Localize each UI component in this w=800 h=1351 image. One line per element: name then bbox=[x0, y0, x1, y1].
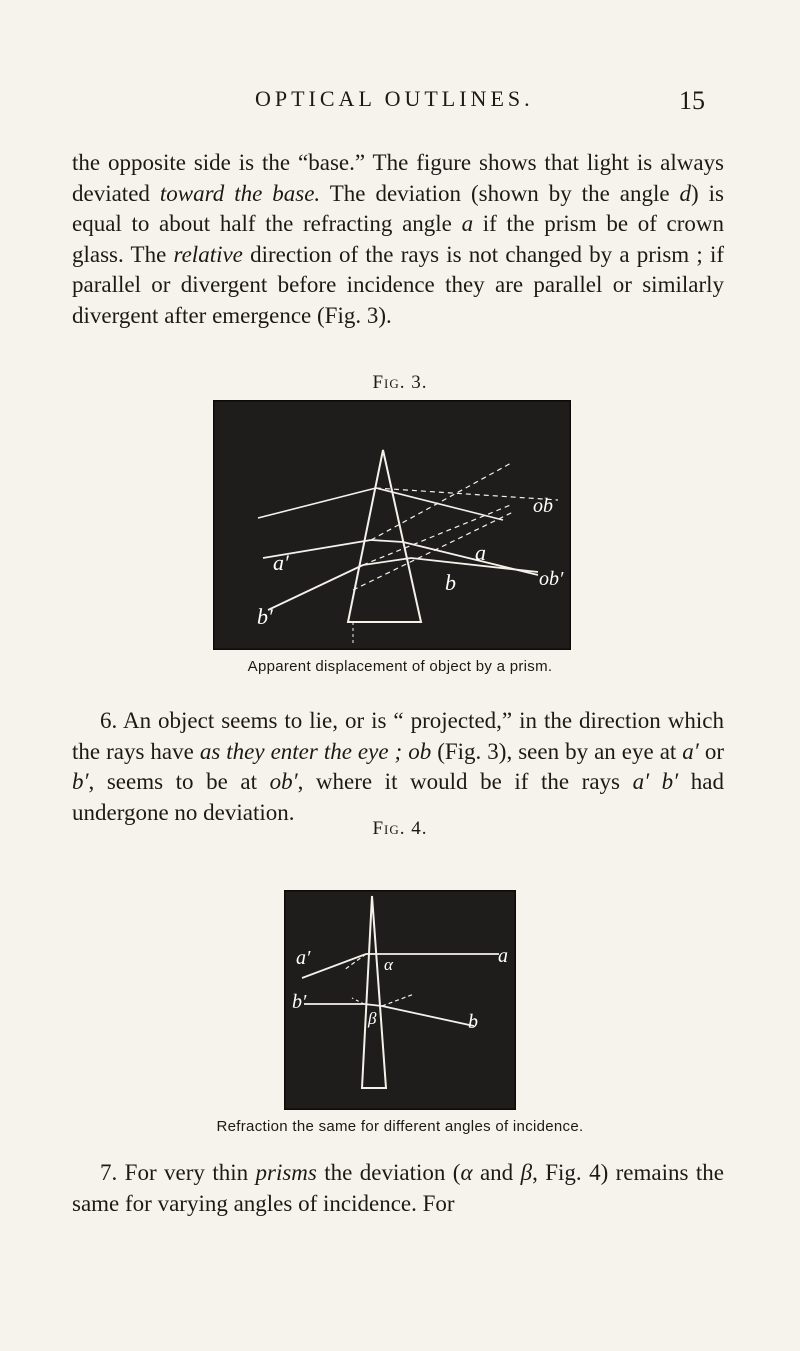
text-run: or bbox=[698, 738, 724, 764]
text-run: , Fig. 4) remains the same for varying angles of incidence. For bbox=[72, 1160, 724, 1216]
page-number: 15 bbox=[679, 86, 705, 115]
text-run: ) is equal to about half the refracting angle bbox=[72, 180, 725, 236]
figure-3-caption: Apparent displacement of object by a prism. bbox=[247, 658, 553, 675]
emphasis: toward the base. bbox=[159, 180, 321, 206]
label-ob-prime: ob′ bbox=[539, 568, 564, 590]
label-a: a bbox=[475, 540, 486, 565]
text-run: , where it would be if the rays bbox=[297, 769, 633, 794]
text-run: if the prism be of crown glass. The bbox=[72, 211, 725, 267]
emphasis: a′ bbox=[682, 738, 699, 764]
text-run: the opposite side is the “base.” The figure shows that light is always deviated bbox=[72, 150, 724, 206]
text-run: 7. For very thin bbox=[100, 1160, 256, 1185]
emphasis: b′ bbox=[72, 769, 89, 794]
text-run: and bbox=[472, 1160, 521, 1185]
emphasis: α bbox=[460, 1160, 473, 1185]
emphasis: a′ b′ bbox=[632, 769, 679, 794]
engraving-background bbox=[284, 890, 516, 1110]
label-b-prime: b′ bbox=[257, 604, 273, 629]
figure-4-label: Fig. 4. bbox=[372, 818, 428, 839]
label-a-prime: a′ bbox=[296, 947, 311, 969]
text-run: 6. An object seems to lie, or is “ projected,” in the direction which the rays have bbox=[72, 708, 724, 764]
figure-4-svg bbox=[284, 890, 516, 1110]
emphasis: as they enter the eye ; ob bbox=[199, 738, 432, 764]
paragraph-7 bbox=[72, 1158, 724, 1219]
label-beta: β bbox=[368, 1009, 377, 1028]
paragraph-6 bbox=[72, 706, 724, 828]
label-b: b bbox=[468, 1011, 478, 1033]
label-alpha: α bbox=[384, 955, 393, 974]
emphasis: prisms bbox=[255, 1160, 317, 1185]
text-run: the deviation ( bbox=[316, 1160, 461, 1185]
figure-4-prism-diagram bbox=[284, 890, 516, 1110]
label-a: a bbox=[498, 945, 508, 967]
emphasis: d bbox=[679, 180, 692, 206]
running-title: OPTICAL OUTLINES. bbox=[255, 86, 534, 111]
label-a-prime: a′ bbox=[273, 550, 289, 575]
label-b: b bbox=[445, 570, 456, 595]
text-run: had undergone no deviation. bbox=[72, 769, 725, 825]
text-run: direction of the rays is not changed by a prism ; if parallel or divergent before incidence they are parallel or similarly divergent after emergence (Fig. 3). bbox=[72, 241, 725, 328]
figure-4-caption: Refraction the same for different angles of incidence. bbox=[216, 1118, 584, 1135]
emphasis: ob′ bbox=[269, 769, 298, 794]
emphasis: a bbox=[461, 211, 474, 236]
emphasis: relative bbox=[173, 241, 243, 267]
text-run: The deviation (shown by the angle bbox=[320, 180, 680, 206]
label-b-prime: b′ bbox=[292, 991, 307, 1013]
text-run: (Fig. 3), seen by an eye at bbox=[431, 738, 683, 764]
emphasis: β bbox=[520, 1160, 533, 1185]
paragraph-1 bbox=[72, 148, 724, 331]
figure-3-label: Fig. 3. bbox=[372, 372, 428, 393]
figure-3-svg bbox=[213, 400, 571, 650]
label-ob: ob bbox=[533, 495, 553, 517]
figure-3-prism-diagram bbox=[213, 400, 571, 650]
running-head bbox=[255, 86, 705, 120]
text-run: , seems to be at bbox=[88, 769, 270, 794]
